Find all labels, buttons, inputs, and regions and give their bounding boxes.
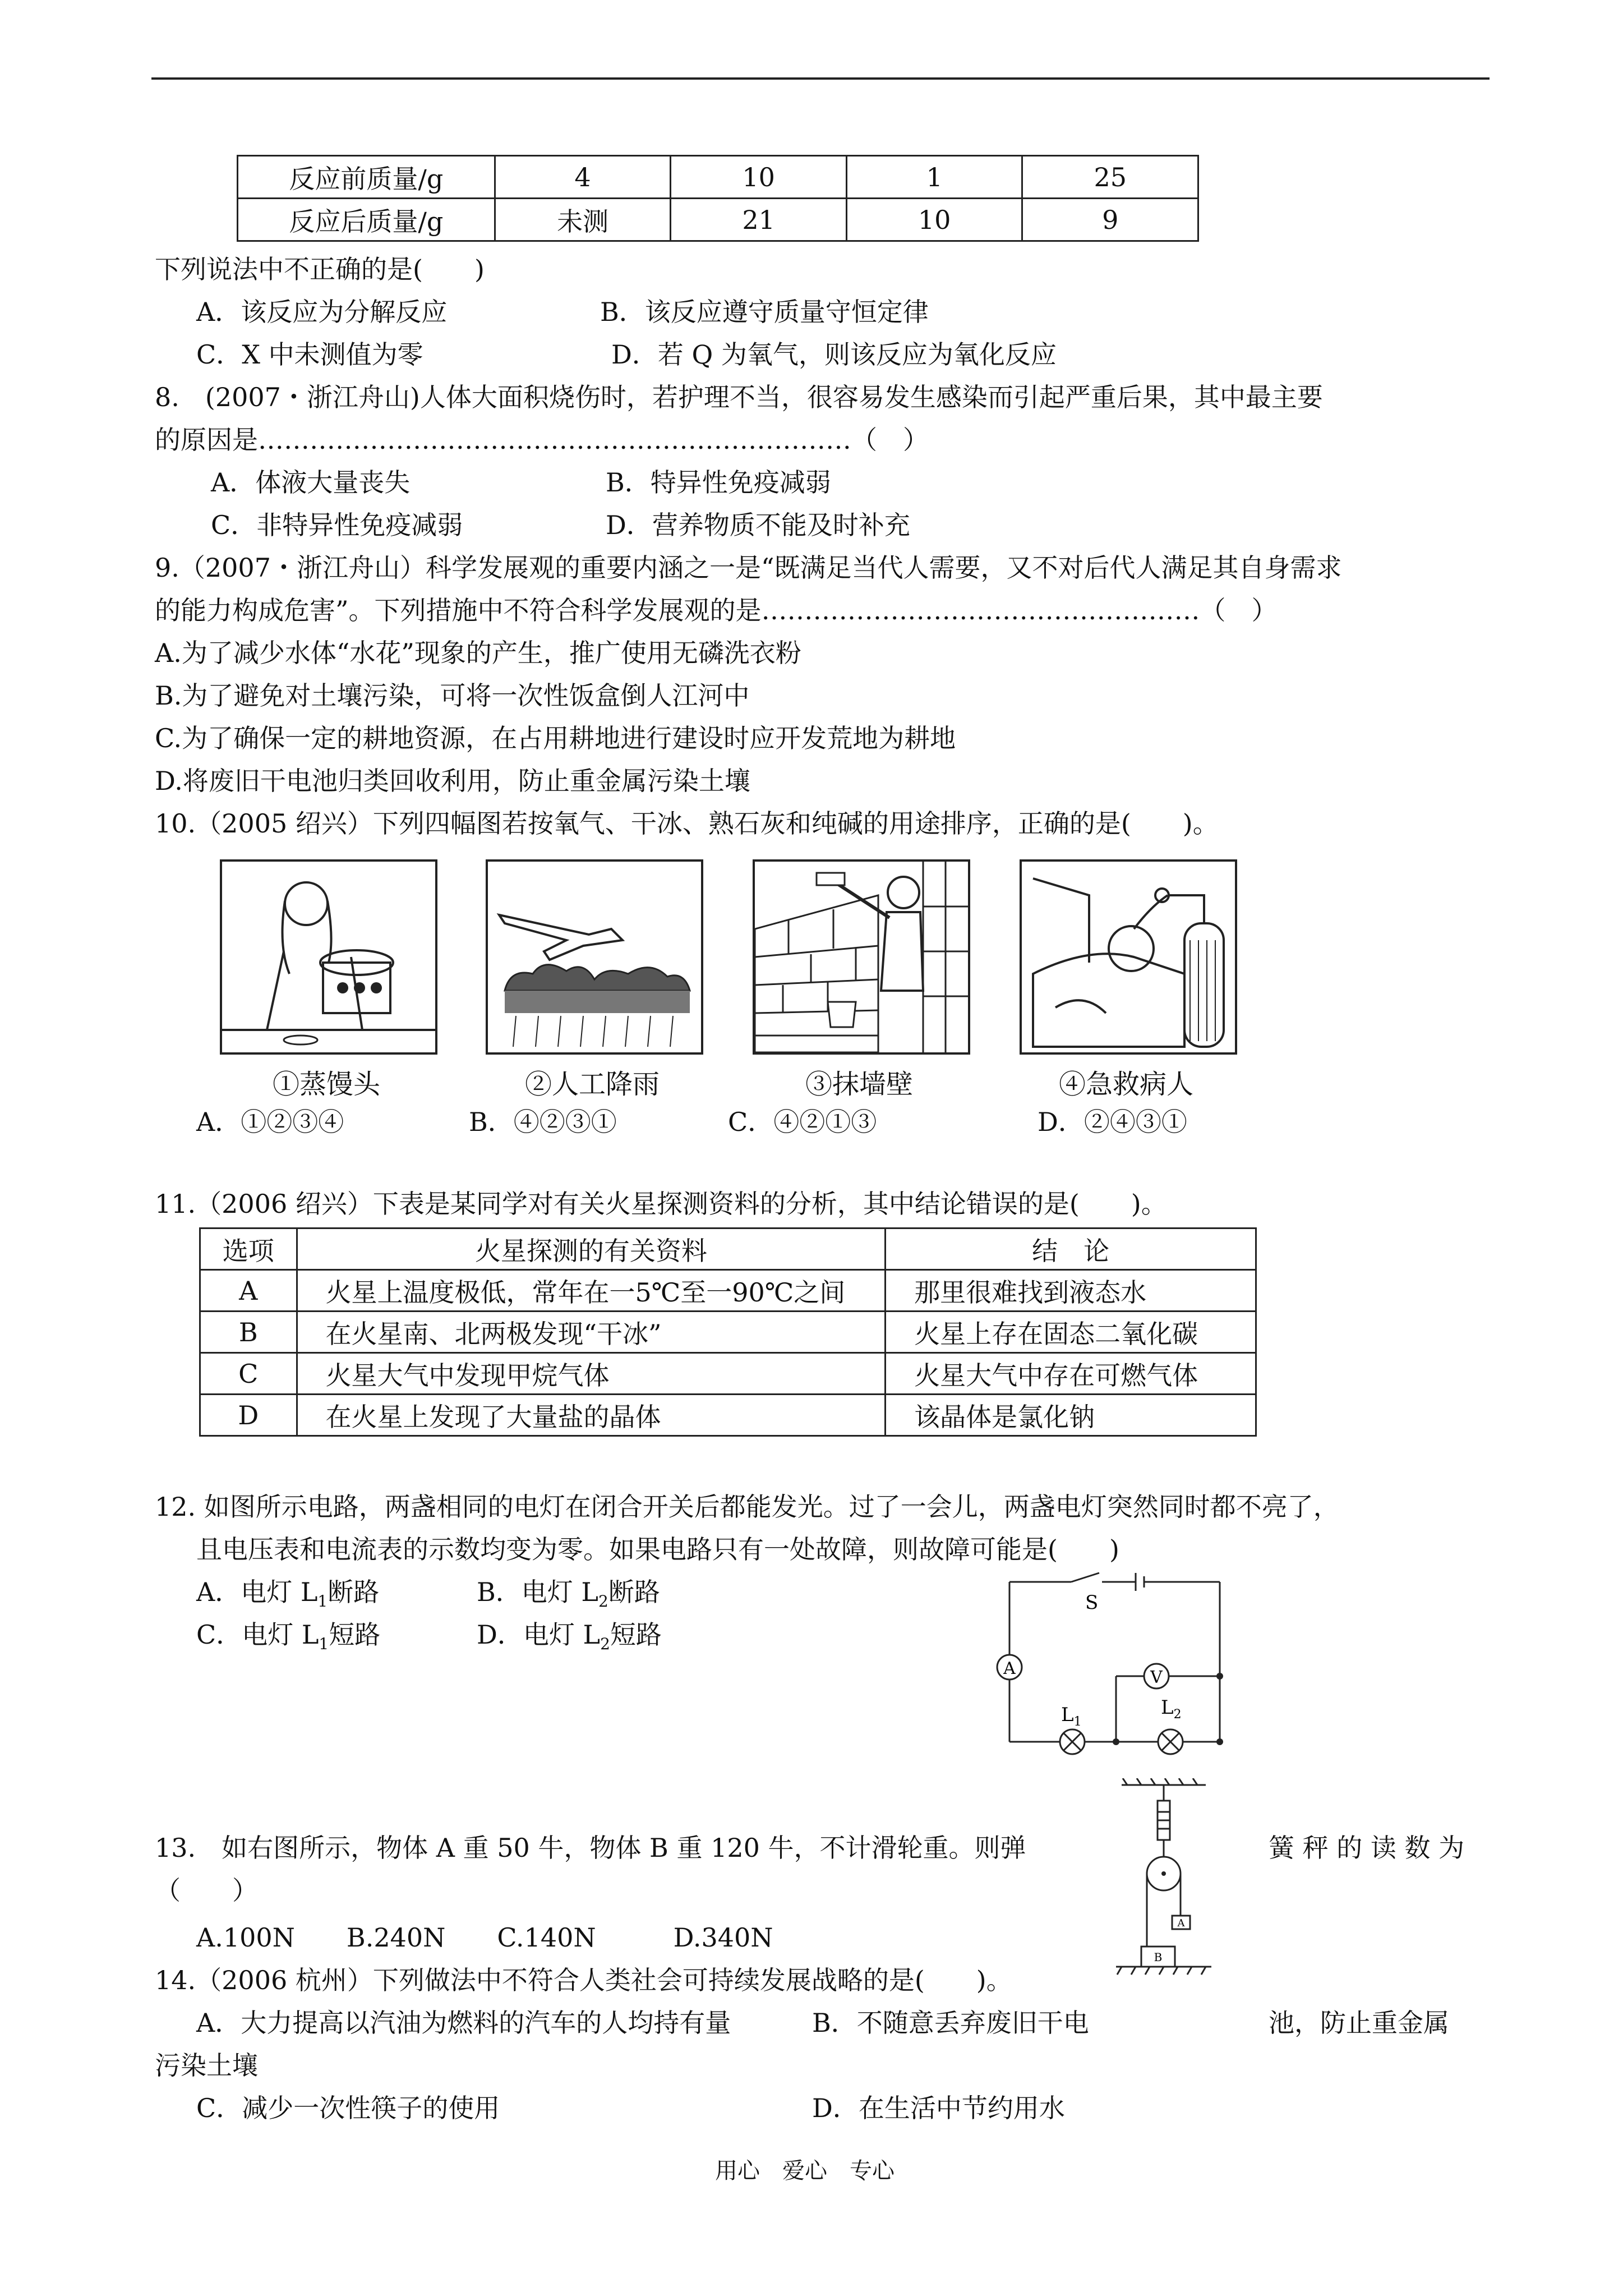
table-cell: 在火星上发现了大量盐的晶体 (297, 1395, 886, 1436)
q12-option-b: B．电灯 $L_2$断路 (477, 1577, 660, 1611)
table-cell: 该晶体是氯化钠 (886, 1395, 1256, 1436)
q10-stem: 10.（2005 绍兴）下列四幅图若按氧气、干冰、熟石灰和纯碱的用途排序，正确的是( )。 (155, 808, 1219, 839)
q9-option-c: C.为了确保一定的耕地资源，在占用耕地进行建设时应开发荒地为耕地 (155, 723, 956, 753)
q13-line2: （ ） (155, 1875, 258, 1906)
circuit-diagram (987, 1565, 1234, 1756)
table-header: 选项 (200, 1228, 297, 1270)
voltmeter-label: V (1150, 1668, 1163, 1687)
switch-label: S (1085, 1591, 1099, 1614)
pulley-diagram (1116, 1778, 1211, 1997)
table-cell: 在火星南、北两极发现“干冰” (297, 1312, 886, 1353)
q8-line1: 8. (2007・浙江舟山)人体大面积烧伤时，若护理不当，很容易发生感染而引起严重后果，其中最主要 (155, 382, 1323, 412)
table-cell: 10 (671, 156, 847, 199)
q12-option-d: D．电灯 $L_2$短路 (477, 1619, 662, 1654)
q13-line1-end: 簧 秤 的 读 数 为 (1269, 1833, 1465, 1863)
table-cell: B (200, 1312, 297, 1353)
table-cell: 4 (495, 156, 671, 199)
mass-table (237, 155, 1199, 242)
q7-option-b: B．该反应遵守质量守恒定律 (600, 297, 929, 327)
table-row-label: 反应前质量/g (238, 156, 495, 199)
q8-option-c: C．非特异性免疫减弱 (211, 510, 463, 540)
q7-stem: 下列说法中不正确的是( ) (155, 254, 485, 284)
caption-3: ③抹墙壁 (805, 1069, 913, 1100)
block-a-label: A (1177, 1917, 1185, 1929)
table-cell: 21 (671, 199, 847, 241)
table-row-label: 反应后质量/g (238, 199, 495, 241)
q12-option-a: A．电灯 $L_1$断路 (196, 1577, 380, 1611)
q10-option-d: D．②④③① (1038, 1107, 1187, 1137)
block-b-label: B (1154, 1950, 1163, 1964)
q7-option-d: D．若 Q 为氧气，则该反应为氧化反应 (611, 339, 1057, 370)
lamp2-label: $L_2$ (1161, 1696, 1182, 1722)
q14-option-a: A．大力提高以汽油为燃料的汽车的人均持有量 (196, 2008, 731, 2038)
table-cell: 25 (1022, 156, 1198, 199)
table-cell: C (200, 1353, 297, 1395)
q9-line1: 9.（2007・浙江舟山）科学发展观的重要内涵之一是“既满足当代人需要，又不对后代人满足其自身需求 (155, 553, 1342, 583)
q9-line2: 的能力构成危害”。下列措施中不符合科学发展观的是……………………………………………（ ） (155, 595, 1278, 625)
q8-option-d: D．营养物质不能及时补充 (606, 510, 910, 540)
q14-stem: 14.（2006 杭州）下列做法中不符合人类社会可持续发展战略的是( )。 (155, 1965, 1012, 1995)
q14-option-d: D．在生活中节约用水 (812, 2093, 1065, 2123)
table-cell: 火星上存在固态二氧化碳 (886, 1312, 1256, 1353)
q9-option-b: B.为了避免对土壤污染，可将一次性饭盒倒人江河中 (155, 680, 750, 711)
picture-steamed-buns (220, 859, 437, 1055)
table-cell: D (200, 1395, 297, 1436)
q11-stem: 11.（2006 绍兴）下表是某同学对有关火星探测资料的分析，其中结论错误的是( )。 (155, 1189, 1167, 1219)
q14-option-b-part1: B．不随意丢弃废旧干电 (812, 2008, 1089, 2038)
q13-line1: 13. 如右图所示，物体 A 重 50 牛，物体 B 重 120 牛，不计滑轮重。则弹 (155, 1833, 1026, 1863)
q12-line1: 12. 如图所示电路，两盏相同的电灯在闭合开关后都能发光。过了一会儿，两盏电灯突然同时都不亮了， (155, 1492, 1339, 1522)
q10-option-a: A．①②③④ (196, 1107, 344, 1137)
table-cell: A (200, 1270, 297, 1312)
page-footer: 用心 爱心 专心 (715, 2158, 895, 2184)
q13-options: A.100N B.240N C.140N D.340N (196, 1922, 773, 1953)
caption-4: ④急救病人 (1058, 1069, 1193, 1100)
table-cell: 火星上温度极低，常年在一5℃至一90℃之间 (297, 1270, 886, 1312)
table-cell: 火星大气中存在可燃气体 (886, 1353, 1256, 1395)
q8-option-b: B．特异性免疫减弱 (606, 467, 831, 498)
table-cell: 火星大气中发现甲烷气体 (297, 1353, 886, 1395)
q12-line2: 且电压表和电流表的示数均变为零。如果电路只有一处故障，则故障可能是( ) (196, 1534, 1119, 1565)
q9-option-d: D.将废旧干电池归类回收利用，防止重金属污染土壤 (155, 766, 750, 796)
q7-option-a: A．该反应为分解反应 (196, 297, 448, 327)
picture-plastering-wall (753, 859, 970, 1055)
q14-option-b-part3: 污染土壤 (155, 2050, 258, 2081)
q8-option-a: A．体液大量丧失 (211, 467, 411, 498)
table-cell: 10 (846, 199, 1022, 241)
q12-option-c: C．电灯 $L_1$短路 (196, 1619, 381, 1654)
caption-2: ②人工降雨 (524, 1069, 660, 1100)
table-cell: 未测 (495, 199, 671, 241)
header-rule (151, 77, 1490, 80)
q10-option-c: C．④②①③ (728, 1107, 877, 1137)
q9-option-a: A.为了减少水体“水花”现象的产生，推广使用无磷洗衣粉 (155, 638, 801, 668)
caption-1: ①蒸馒头 (272, 1069, 380, 1100)
q8-line2: 的原因是……………………………………………………………（ ） (155, 425, 929, 455)
picture-emergency-patient (1020, 859, 1237, 1055)
table-cell: 9 (1022, 199, 1198, 241)
q7-option-c: C．X 中未测值为零 (196, 339, 423, 370)
mars-table (199, 1227, 1257, 1437)
table-header: 火星探测的有关资料 (297, 1228, 886, 1270)
table-cell: 那里很难找到液态水 (886, 1270, 1256, 1312)
table-header: 结 论 (886, 1228, 1256, 1270)
q14-option-c: C．减少一次性筷子的使用 (196, 2093, 500, 2123)
picture-artificial-rain (486, 859, 703, 1055)
table-cell: 1 (846, 156, 1022, 199)
q10-option-b: B．④②③① (469, 1107, 617, 1137)
ammeter-label: A (1003, 1659, 1016, 1678)
q14-option-b-part2: 池，防止重金属 (1269, 2008, 1449, 2038)
lamp1-label: $L_1$ (1061, 1704, 1082, 1729)
